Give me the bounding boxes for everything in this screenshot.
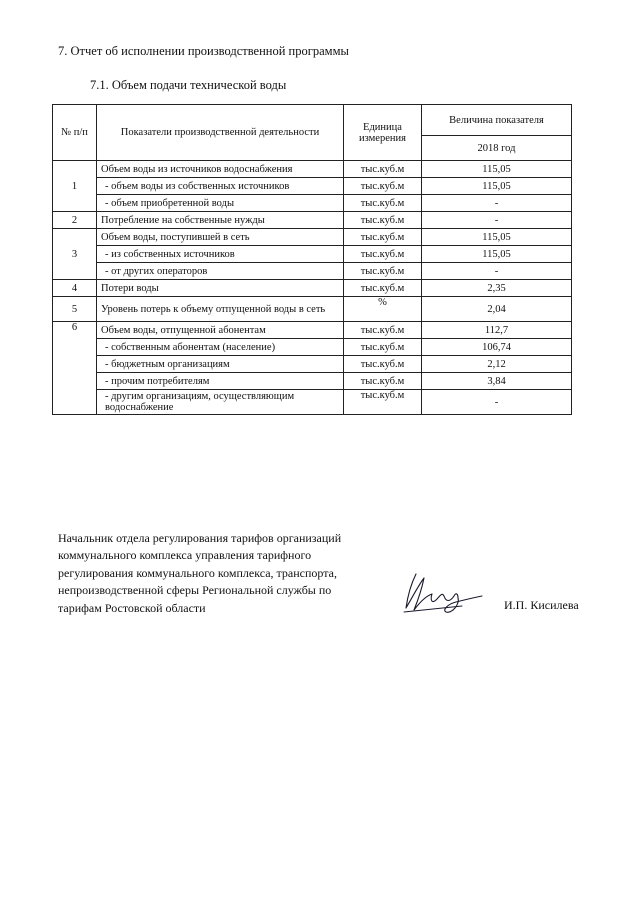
row-indicator: Уровень потерь к объему отпущенной воды в сеть	[97, 297, 344, 322]
table-row	[53, 297, 572, 322]
header-unit	[344, 105, 422, 161]
row-unit: тыс.куб.м	[344, 390, 422, 415]
row-indicator: Потери воды	[97, 280, 344, 297]
row-unit: тыс.куб.м	[344, 195, 422, 212]
row-unit: тыс.куб.м	[344, 178, 422, 195]
signer-name: И.П. Кисилева	[504, 598, 579, 612]
table-row	[53, 246, 572, 263]
section-title: 7. Отчет об исполнении производственной программы	[58, 44, 349, 58]
row-unit: тыс.куб.м	[344, 322, 422, 339]
water-supply-table	[52, 104, 572, 415]
table-row	[53, 212, 572, 229]
table-row	[53, 263, 572, 280]
row-value: 115,05	[422, 229, 572, 246]
table-row	[53, 390, 572, 415]
row-value: -	[422, 195, 572, 212]
table-row	[53, 356, 572, 373]
table-row	[53, 339, 572, 356]
position-line: регулирования коммунального комплекса, транспорта,	[58, 565, 337, 580]
row-value: 2,35	[422, 280, 572, 297]
row-num: 5	[53, 297, 97, 322]
row-indicator: - собственным абонентам (население)	[97, 339, 344, 356]
row-value: 115,05	[422, 178, 572, 195]
table-row	[53, 229, 572, 246]
row-indicator: Объем воды из источников водоснабжения	[97, 161, 344, 178]
row-value: -	[422, 212, 572, 229]
signatory-position	[58, 530, 378, 617]
row-unit: тыс.куб.м	[344, 246, 422, 263]
row-indicator: - объем воды из собственных источников	[97, 178, 344, 195]
row-indicator: Объем воды, отпущенной абонентам	[97, 322, 344, 339]
handwritten-signature	[402, 568, 486, 616]
row-unit: тыс.куб.м	[344, 161, 422, 178]
row-indicator: - объем приобретенной воды	[97, 195, 344, 212]
row-unit: тыс.куб.м	[344, 229, 422, 246]
row-unit: %	[344, 297, 422, 322]
row-value: 2,04	[422, 297, 572, 322]
row-num: 1	[53, 161, 97, 212]
header-indicator: Показатели производственной деятельности	[97, 105, 344, 161]
table-row	[53, 322, 572, 339]
row-value: 106,74	[422, 339, 572, 356]
row-unit: тыс.куб.м	[344, 280, 422, 297]
row-unit: тыс.куб.м	[344, 356, 422, 373]
position-line: непроизводственной сферы Региональной службы по	[58, 583, 332, 598]
row-indicator: - бюджетным организациям	[97, 356, 344, 373]
header-value: Величина показателя	[422, 105, 572, 136]
row-unit: тыс.куб.м	[344, 373, 422, 390]
header-unit-line2: измерения	[359, 132, 406, 144]
row-num: 2	[53, 212, 97, 229]
row-num: 4	[53, 280, 97, 297]
table-row	[53, 195, 572, 212]
position-line: коммунального комплекса управления тарифного	[58, 548, 312, 563]
table-row	[53, 178, 572, 195]
header-year: 2018 год	[422, 136, 572, 161]
row-indicator: Объем воды, поступившей в сеть	[97, 229, 344, 246]
subsection-title: 7.1. Объем подачи технической воды	[90, 78, 287, 92]
row-unit: тыс.куб.м	[344, 339, 422, 356]
row-value: 115,05	[422, 246, 572, 263]
row-indicator: - прочим потребителям	[97, 373, 344, 390]
table-row	[53, 280, 572, 297]
row-indicator: - из собственных источников	[97, 246, 344, 263]
row-value: 3,84	[422, 373, 572, 390]
row-value: -	[422, 390, 572, 415]
table-row	[53, 373, 572, 390]
header-unit-line1: Единица	[363, 121, 402, 133]
row-value: 2,12	[422, 356, 572, 373]
row-value: 115,05	[422, 161, 572, 178]
row-num: 6	[53, 322, 97, 415]
position-line: Начальник отдела регулирования тарифов организаций	[58, 531, 342, 545]
row-value: -	[422, 263, 572, 280]
row-indicator: Потребление на собственные нужды	[97, 212, 344, 229]
row-num: 3	[53, 229, 97, 280]
row-indicator: - от других операторов	[97, 263, 344, 280]
row-unit: тыс.куб.м	[344, 212, 422, 229]
row-indicator: - другим организациям, осуществляющим водоснабжение	[97, 390, 344, 415]
table-row	[53, 161, 572, 178]
position-line: тарифам Ростовской области	[58, 600, 206, 615]
header-num: № п/п	[53, 105, 97, 161]
row-unit: тыс.куб.м	[344, 263, 422, 280]
row-value: 112,7	[422, 322, 572, 339]
